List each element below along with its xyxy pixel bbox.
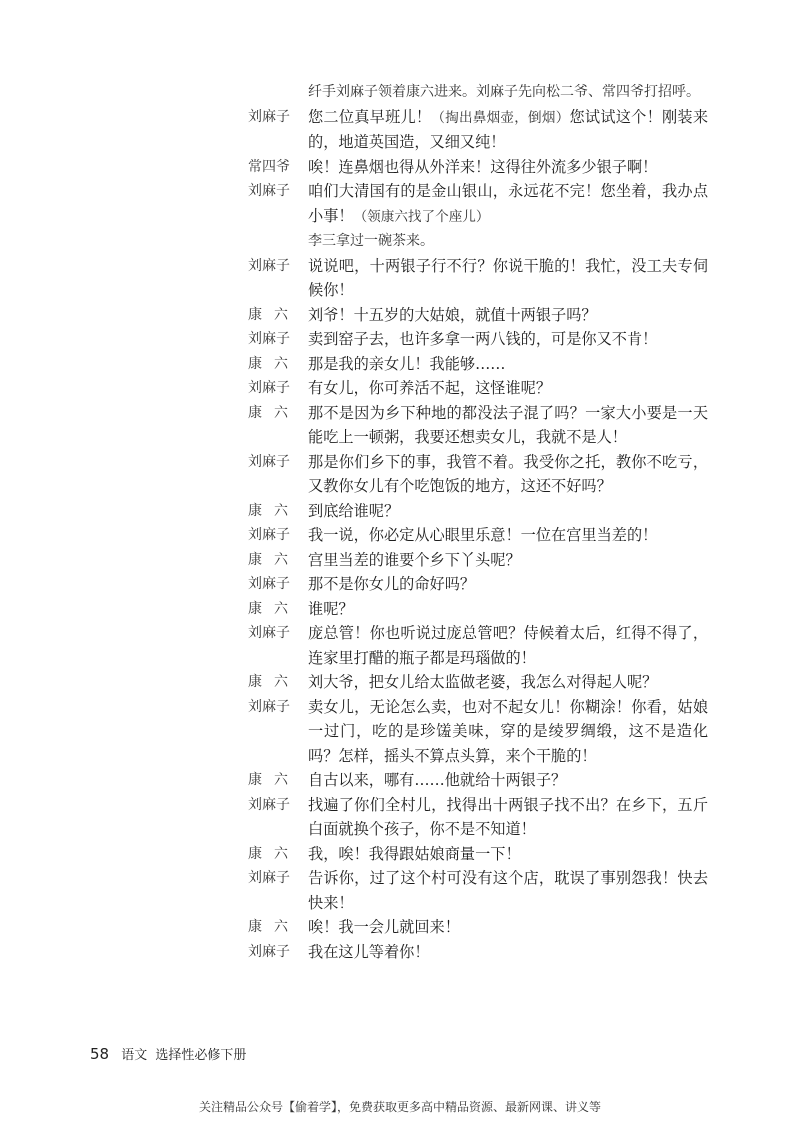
speech-text: 唉！连鼻烟也得从外洋来！这得往外流多少银子啊！ <box>308 157 658 176</box>
speech-text: 告诉你，过了这个村可没有这个店，耽误了事别怨我！快去快来！ <box>308 869 708 912</box>
speaker-name: 刘麻子 <box>248 943 290 960</box>
speech-text: 有女儿，你可养活不起，这怪谁呢？ <box>308 379 551 397</box>
dialogue-text <box>308 352 708 377</box>
dialogue-line <box>0 768 800 793</box>
dialogue-line <box>0 621 800 670</box>
dialogue-line <box>0 940 800 965</box>
stage-aside: （领康六找了个座儿） <box>353 208 490 225</box>
speaker-name: 刘麻子 <box>248 625 290 641</box>
dialogue-line <box>0 450 800 499</box>
speech-text: 咱们大清国有的是金山银山，永远花不完！您坐着，我办点小事！ <box>308 182 708 225</box>
speech-text: 我一说，你必定从心眼里乐意！一位在宫里当差的！ <box>308 526 658 544</box>
dialogue-text <box>308 450 708 499</box>
speech-text: 我，唉！我得跟姑娘商量一下！ <box>308 844 521 863</box>
speech-text: 您试试这个！刚装来的，地道英国造，又细又纯！ <box>308 107 709 151</box>
page-number: 58 <box>90 1045 110 1063</box>
speech-text: 谁呢？ <box>308 599 354 618</box>
speaker-name: 刘麻子 <box>248 870 290 886</box>
dialogue-text <box>308 572 708 597</box>
dialogue-text <box>308 548 708 573</box>
speech-text: 找遍了你们全村儿，找得出十两银子找不出？在乡下，五斤白面就换个孩子，你不是不知道！ <box>308 795 708 838</box>
speech-text: 那不是因为乡下种地的都没法子混了吗？一家大小要是一天能吃上一顿粥，我要还想卖女儿，我就不是人！ <box>308 403 708 446</box>
dialogue-text <box>308 940 708 965</box>
dialogue-line <box>0 401 800 450</box>
dialogue-line <box>0 254 800 303</box>
speaker-name: 康六 <box>248 502 300 519</box>
speech-text: 卖到窑子去，也许多拿一两八钱的，可是你又不肯！ <box>308 330 658 348</box>
speaker-name: 刘麻子 <box>248 331 290 347</box>
dialogue-text <box>308 866 708 915</box>
dialogue-line <box>0 572 800 597</box>
dialogue-text <box>308 915 708 940</box>
speech-text: 您二位真早班儿！ <box>308 107 432 126</box>
dialogue-text <box>308 105 708 155</box>
speech-text: 刘爷！十五岁的大姑娘，就值十两银子吗？ <box>308 305 597 324</box>
speaker-name: 刘麻子 <box>248 796 290 813</box>
speech-text: 说说吧，十两银子行不行？你说干脆的！我忙，没工夫专伺候你！ <box>308 256 708 299</box>
page-footer <box>90 1044 246 1063</box>
speaker-name: 刘麻子 <box>248 257 290 274</box>
stage-direction: 李三拿过一碗茶来。 <box>308 233 434 249</box>
stage-aside: （掏出鼻烟壶，倒烟） <box>431 109 570 126</box>
speaker-name: 刘麻子 <box>248 527 290 543</box>
dialogue-line <box>0 105 800 155</box>
speech-text: 唉！我一会儿就回来！ <box>308 918 460 936</box>
dialogue-line <box>0 376 800 401</box>
speaker-name: 康六 <box>248 404 300 421</box>
speaker-name: 康六 <box>248 845 300 862</box>
dialogue-line <box>0 670 800 695</box>
dialogue-text <box>308 842 708 867</box>
speaker-name: 刘麻子 <box>248 108 290 125</box>
speaker-name: 刘麻子 <box>248 576 290 592</box>
dialogue-line <box>0 499 800 524</box>
speaker-name: 刘麻子 <box>248 453 290 470</box>
speech-text: 宫里当差的谁要个乡下丫头呢？ <box>308 550 521 569</box>
stage-direction: 纤手刘麻子领着康六进来。刘麻子先向松二爷、常四爷打招呼。 <box>308 84 700 100</box>
speaker-name: 刘麻子 <box>248 698 290 715</box>
dialogue-text <box>308 499 708 524</box>
dialogue-line <box>0 695 800 769</box>
dialogue-line <box>0 155 800 180</box>
speaker-name: 康六 <box>248 919 300 935</box>
dialogue-text <box>308 376 708 401</box>
dialogue-line <box>0 866 800 915</box>
dialogue-text <box>308 793 708 842</box>
dialogue-text <box>308 401 708 450</box>
dialogue-text <box>308 523 708 548</box>
dialogue-line <box>0 915 800 940</box>
speech-text: 刘大爷，把女儿给太监做老婆，我怎么对得起人呢？ <box>308 673 658 691</box>
dialogue-line <box>0 523 800 548</box>
dialogue-text <box>308 597 708 622</box>
dialogue-line <box>0 548 800 573</box>
speech-text: 那不是你女儿的命好吗？ <box>308 575 476 593</box>
speaker-name: 康六 <box>248 600 300 617</box>
subject-label: 语文 <box>121 1048 148 1063</box>
dialogue-text <box>308 179 708 229</box>
dialogue-line <box>0 597 800 622</box>
play-script <box>0 80 800 964</box>
dialogue-line <box>0 303 800 328</box>
speaker-name: 康六 <box>248 772 300 788</box>
dialogue-text <box>308 695 708 769</box>
dialogue-line <box>0 793 800 842</box>
speech-text: 我在这儿等着你！ <box>308 942 430 961</box>
promo-banner: 关注精品公众号【偷着学】，免费获取更多高中精品资源、最新网课、讲义等 <box>198 1100 601 1114</box>
dialogue-line <box>0 179 800 229</box>
dialogue-text <box>308 670 708 695</box>
speaker-name: 康六 <box>248 674 300 690</box>
speech-text: 那是我的亲女儿！我能够…… <box>308 354 506 373</box>
dialogue-line <box>0 352 800 377</box>
speech-text: 那是你们乡下的事，我管不着。我受你之托，教你不吃亏，又教你女儿有个吃饱饭的地方，这还不好吗？ <box>308 452 708 495</box>
dialogue-text <box>308 768 708 793</box>
speaker-name: 刘麻子 <box>248 380 290 396</box>
speech-text: 到底给谁呢？ <box>308 501 400 520</box>
speech-text: 庞总管！你也听说过庞总管吧？侍候着太后，红得不得了，连家里打醋的瓶子都是玛瑙做的！ <box>308 624 708 667</box>
dialogue-text <box>308 327 708 352</box>
speaker-name: 常四爷 <box>248 158 290 175</box>
dialogue-text <box>308 303 708 328</box>
speaker-name: 康六 <box>248 355 300 372</box>
speaker-name: 刘麻子 <box>248 183 290 199</box>
speaker-name: 康六 <box>248 306 300 323</box>
speech-text: 卖女儿，无论怎么卖，也对不起女儿！你糊涂！你看，姑娘一过门，吃的是珍馐美味，穿的是绫罗绸缎，这不是造化吗？怎样，摇头不算点头算，来个干脆的！ <box>308 697 708 765</box>
book-title: 选择性必修下册 <box>155 1048 247 1063</box>
dialogue-text <box>308 155 708 180</box>
dialogue-line <box>0 327 800 352</box>
speech-text: 自古以来，哪有……他就给十两银子？ <box>308 771 567 789</box>
speaker-name: 康六 <box>248 551 300 568</box>
dialogue-text <box>308 254 708 303</box>
dialogue-text <box>308 621 708 670</box>
dialogue-line <box>0 842 800 867</box>
